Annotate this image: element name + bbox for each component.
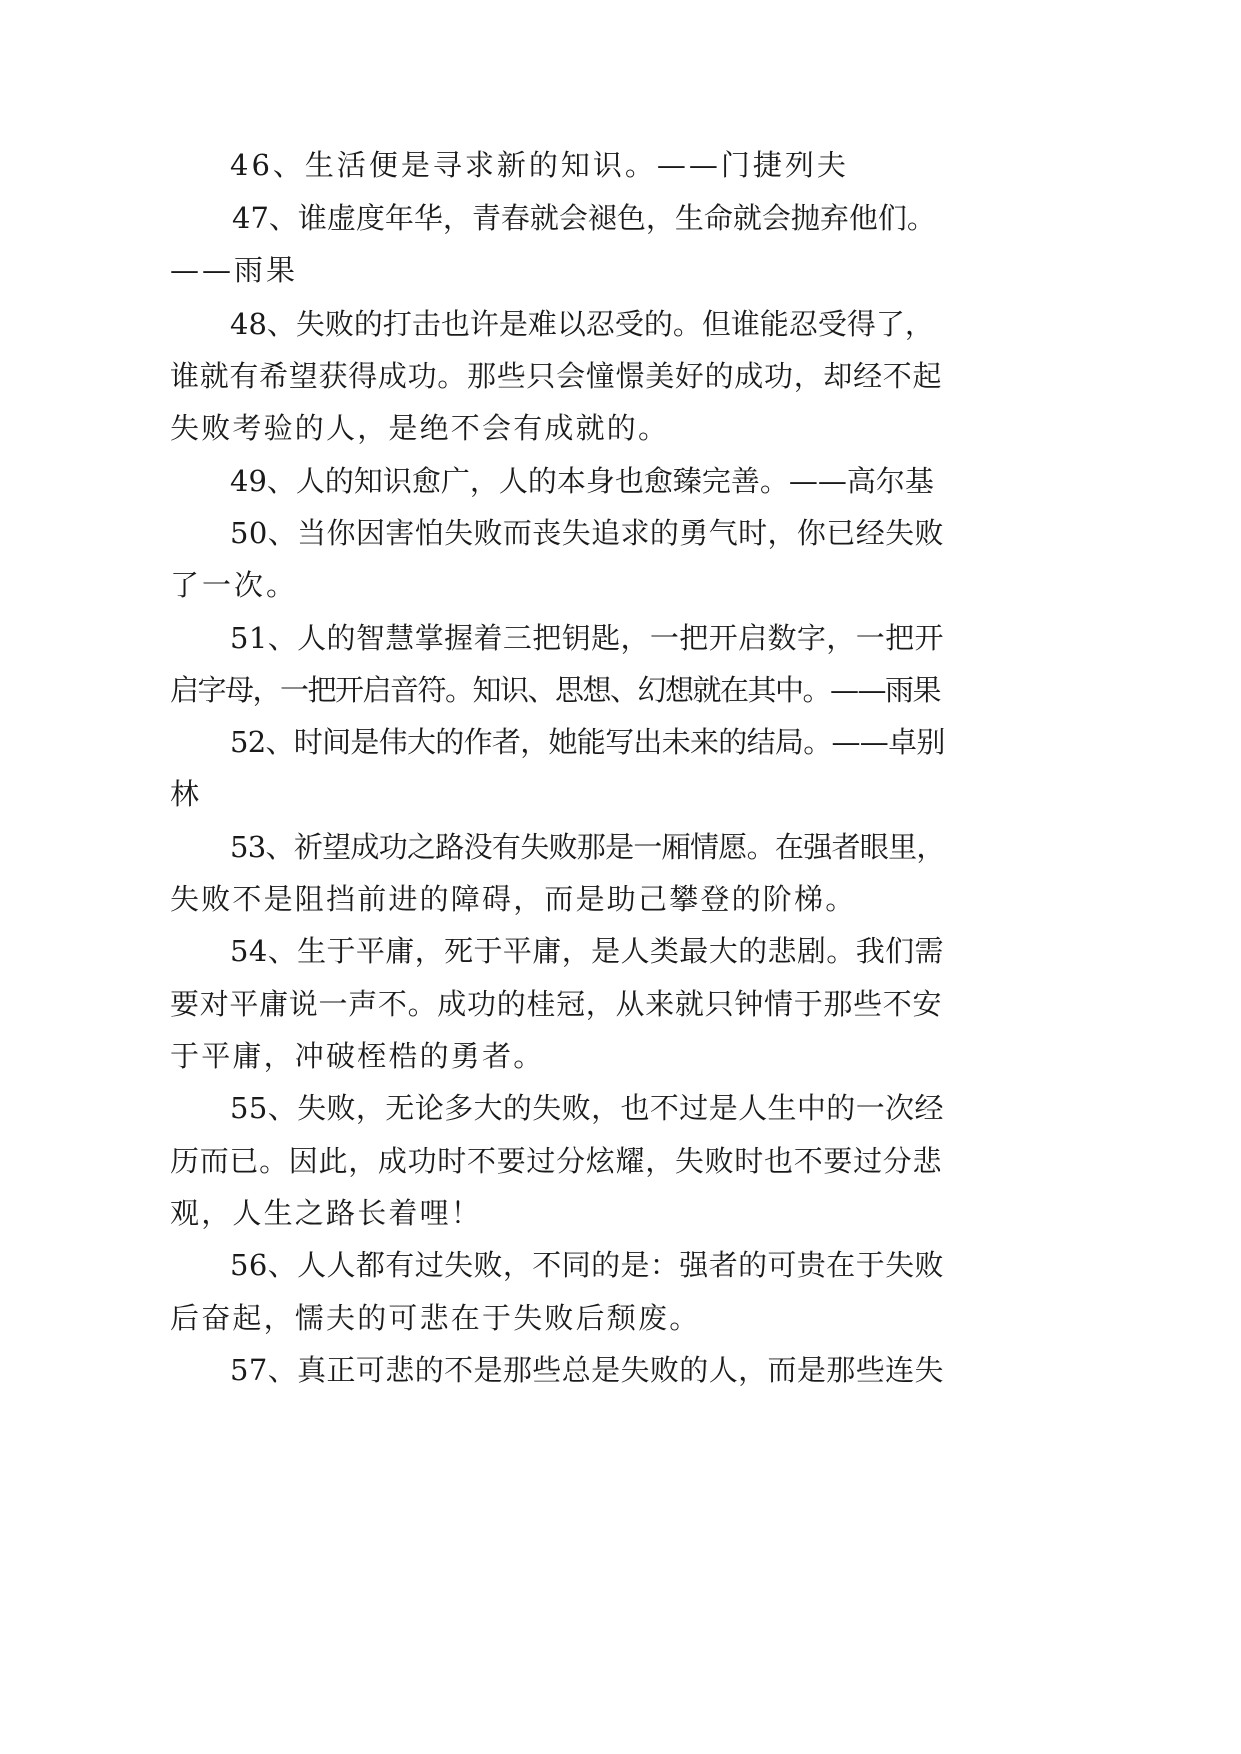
text-line: 启字母，一把开启音符。知识、思想、幻想就在其中。——雨果: [170, 673, 941, 707]
text-line: 54、生于平庸，死于平庸，是人类最大的悲剧。我们需: [230, 934, 944, 968]
text-line: 了一次。: [170, 568, 299, 602]
text-line: 46、生活便是寻求新的知识。——门捷列夫: [230, 148, 849, 182]
text-line: 57、真正可悲的不是那些总是失败的人，而是那些连失: [230, 1353, 944, 1387]
text-line: 历而已。因此，成功时不要过分炫耀，失败时也不要过分悲: [170, 1144, 943, 1178]
text-line: 林: [170, 777, 203, 811]
text-line: 52、时间是伟大的作者，她能写出未来的结局。——卓别: [230, 725, 945, 759]
text-line: 55、失败，无论多大的失败，也不过是人生中的一次经: [230, 1091, 944, 1125]
text-line: 48、失败的打击也许是难以忍受的。但谁能忍受得了，: [230, 307, 934, 341]
text-line: 51、人的智慧掌握着三把钥匙，一把开启数字，一把开: [230, 621, 944, 655]
text-line: 失败考验的人，是绝不会有成就的。: [170, 411, 670, 445]
text-line: 谁就有希望获得成功。那些只会憧憬美好的成功，却经不起: [170, 359, 943, 393]
text-line: 50、当你因害怕失败而丧失追求的勇气时，你已经失败: [230, 516, 944, 550]
text-line: 后奋起，懦夫的可悲在于失败后颓废。: [170, 1301, 701, 1335]
text-line: 要对平庸说一声不。成功的桂冠，从来就只钟情于那些不安: [170, 987, 943, 1021]
text-line: 于平庸，冲破桎梏的勇者。: [170, 1039, 545, 1073]
text-line: 观，人生之路长着哩！: [170, 1196, 483, 1230]
text-line: 失败不是阻挡前进的障碍，而是助己攀登的阶梯。: [170, 882, 857, 916]
text-line: 49、人的知识愈广，人的本身也愈臻完善。——高尔基: [230, 464, 934, 498]
text-line: 56、人人都有过失败，不同的是：强者的可贵在于失败: [230, 1248, 944, 1282]
text-line: ——雨果: [170, 253, 299, 287]
text-line: 47、谁虚度年华，青春就会褪色，生命就会抛弃他们。: [232, 201, 936, 235]
text-line: 53、祈望成功之路没有失败那是一厢情愿。在强者眼里，: [230, 830, 945, 864]
